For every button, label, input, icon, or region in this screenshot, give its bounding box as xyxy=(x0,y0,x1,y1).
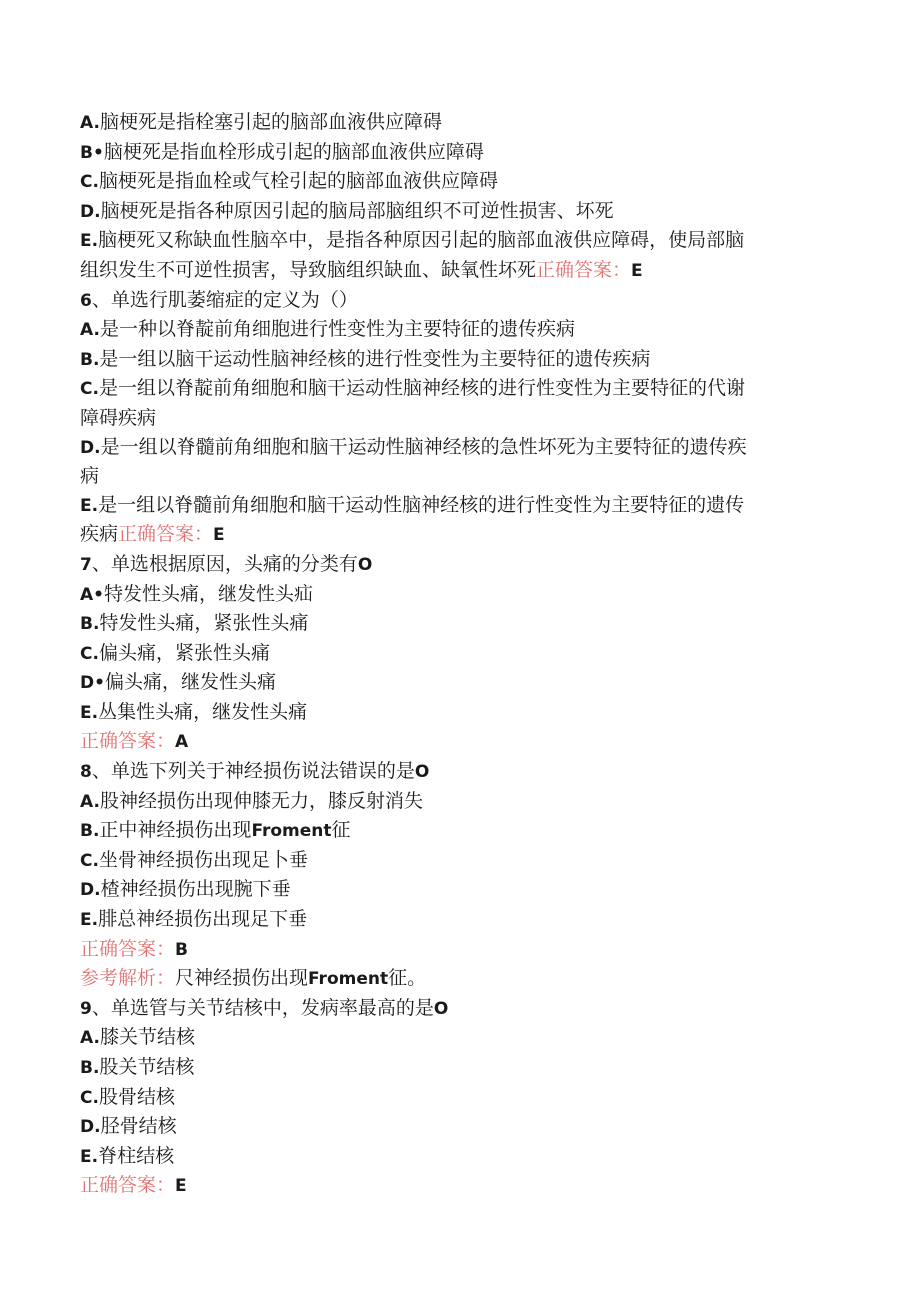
option-text: 是一组以脊髓前角细胞和脑干运动性脑神经核的急性坏死为主要特征的遗传疾 xyxy=(100,435,747,458)
q6-option-c-cont xyxy=(80,404,840,433)
option-letter: C. xyxy=(80,379,99,400)
q9-option-e xyxy=(80,1142,840,1172)
q8-explanation xyxy=(80,964,840,994)
option-letter: C. xyxy=(80,643,99,664)
option-text: 腓总神经损伤出现足下垂 xyxy=(98,908,308,931)
answer-value: E xyxy=(631,260,643,281)
q9-option-b xyxy=(80,1053,840,1083)
q9-option-d xyxy=(80,1112,840,1142)
answer-value: E xyxy=(213,525,225,546)
option-text: 脊柱结核 xyxy=(98,1144,175,1167)
option-text: 脑梗死是指各种原因引起的脑局部脑组织不可逆性损害、坏死 xyxy=(100,199,614,222)
option-text: 偏头痛，紧张性头痛 xyxy=(98,641,270,664)
option-text-bold: Froment xyxy=(251,821,332,842)
question-number: 6 xyxy=(80,290,92,311)
option-text: 是一组以脊靛前角细胞和脑干运动性脑神经核的进行性变性为主要特征的代谢 xyxy=(98,377,745,400)
option-letter: B. xyxy=(80,821,100,842)
option-text: 特发性头痛，继发性头疝 xyxy=(104,582,314,605)
option-text: 疾病 xyxy=(80,523,119,546)
q7-option-e xyxy=(80,698,840,728)
option-letter: B. xyxy=(80,1058,100,1078)
answer-label: 正确答案： xyxy=(80,730,176,753)
option-letter: E. xyxy=(80,495,99,516)
option-text: 偏头痛，继发性头痛 xyxy=(104,671,276,694)
option-text: 正中神经损伤出现 xyxy=(99,819,252,842)
option-text: 组织发生不可逆性损害，导致脑组织缺血、缺氧性坏死 xyxy=(80,258,537,281)
q6-option-e-cont xyxy=(80,520,840,550)
q8-option-b xyxy=(80,816,840,846)
q6-option-b xyxy=(80,345,840,375)
question-number: 7 xyxy=(80,554,92,575)
q9-answer xyxy=(80,1171,840,1201)
option-text: 是一组以脑干运动性脑神经核的进行性变性为主要特征的遗传疾病 xyxy=(99,347,651,370)
q8-answer xyxy=(80,935,840,965)
option-letter: C. xyxy=(80,850,99,871)
q6-option-d-cont xyxy=(80,462,840,491)
answer-label: 正确答案： xyxy=(80,937,176,960)
option-text: 是一组以脊髓前角细胞和脑干运动性脑神经核的进行性变性为主要特征的遗传 xyxy=(98,493,745,516)
q7-option-a xyxy=(80,580,840,610)
q5-option-c xyxy=(80,167,840,197)
question-text: 、单选下列关于神经损伤说法错误的是 xyxy=(91,760,415,783)
option-text: 坐骨神经损伤出现足卜垂 xyxy=(98,848,308,871)
question-text: 、单选行肌萎缩症的定义为（） xyxy=(91,288,358,311)
q8-option-c xyxy=(80,846,840,876)
option-text: 脑梗死又称缺血性脑卒中，是指各种原因引起的脑部血液供应障碍，使局部脑 xyxy=(98,229,745,252)
q9-option-c xyxy=(80,1083,840,1113)
option-letter: A. xyxy=(80,320,100,341)
answer-label: 正确答案： xyxy=(536,258,632,281)
explanation-text-bold: Froment xyxy=(308,969,389,990)
option-text: 征 xyxy=(331,819,351,842)
explanation-text: 尺神经损伤出现 xyxy=(175,967,309,990)
q6-stem xyxy=(80,286,840,316)
answer-label: 正确答案： xyxy=(118,523,214,546)
q5-option-d xyxy=(80,197,840,227)
question-text: 、单选管与关节结核中，发病率最高的是 xyxy=(91,996,434,1019)
option-text: 脑梗死是指栓塞引起的脑部血液供应障碍 xyxy=(99,111,442,133)
q9-stem xyxy=(80,994,840,1024)
option-letter: D• xyxy=(80,673,105,694)
option-letter: C. xyxy=(80,1087,99,1108)
q8-option-d xyxy=(80,875,840,905)
question-number: 8 xyxy=(80,762,92,783)
option-text: 股关节结核 xyxy=(99,1056,195,1078)
question-number: 9 xyxy=(80,998,92,1019)
answer-value: B xyxy=(175,939,188,960)
option-text: 膝关节结核 xyxy=(99,1026,195,1049)
question-tail: O xyxy=(357,554,373,575)
q7-answer xyxy=(80,727,840,757)
option-letter: A. xyxy=(80,113,100,133)
option-text: 病 xyxy=(80,465,100,488)
question-tail: O xyxy=(433,998,449,1019)
q7-stem xyxy=(80,550,840,580)
question-text: 、单选根据原因，头痛的分类有 xyxy=(91,552,358,575)
option-letter: E. xyxy=(80,1146,99,1167)
option-letter: D. xyxy=(80,1117,101,1138)
q5-option-b xyxy=(80,138,840,168)
option-text: 股骨结核 xyxy=(98,1085,175,1108)
option-letter: D. xyxy=(80,437,101,458)
option-letter: E. xyxy=(80,910,99,931)
q6-option-d xyxy=(80,433,840,463)
option-letter: B. xyxy=(80,614,100,635)
option-text: 脑梗死是指血栓形成引起的脑部血液供应障碍 xyxy=(103,140,484,163)
q9-option-a xyxy=(80,1023,840,1053)
option-letter: D. xyxy=(80,880,101,901)
option-letter: B. xyxy=(80,349,100,370)
q6-option-a xyxy=(80,315,840,345)
q5-option-e-cont xyxy=(80,256,840,286)
q5-option-a xyxy=(80,108,840,138)
option-text: 是一种以脊靛前角细胞进行性变性为主要特征的遗传疾病 xyxy=(99,318,575,341)
q7-option-d xyxy=(80,668,840,698)
option-text: 障碍疾病 xyxy=(80,406,157,429)
answer-value: A xyxy=(175,732,189,753)
document-page xyxy=(80,108,840,1201)
option-letter: B• xyxy=(80,142,104,163)
option-letter: E. xyxy=(80,231,99,252)
option-letter: E. xyxy=(80,702,99,723)
option-text: 特发性头痛，紧张性头痛 xyxy=(99,612,309,635)
option-text: 胫骨结核 xyxy=(100,1115,177,1138)
option-text: 丛集性头痛，继发性头痛 xyxy=(98,700,308,723)
option-text: 股神经损伤出现伸膝无力，膝反射消失 xyxy=(99,789,423,812)
q5-option-e xyxy=(80,226,840,256)
option-letter: D. xyxy=(80,201,101,222)
q8-option-a xyxy=(80,787,840,817)
option-letter: A• xyxy=(80,584,105,605)
option-text: 脑梗死是指血栓或气栓引起的脑部血液供应障碍 xyxy=(98,170,498,193)
q6-option-c xyxy=(80,374,840,404)
q8-stem xyxy=(80,757,840,787)
q6-option-e xyxy=(80,491,840,521)
q7-option-b xyxy=(80,609,840,639)
explanation-label: 参考解析： xyxy=(80,967,176,990)
answer-value: E xyxy=(175,1176,187,1197)
q7-option-c xyxy=(80,639,840,669)
option-letter: A. xyxy=(80,791,100,812)
option-text: 楂神经损伤出现腕下垂 xyxy=(100,878,291,901)
option-letter: A. xyxy=(80,1028,100,1049)
explanation-text: 征。 xyxy=(388,967,427,990)
q8-option-e xyxy=(80,905,840,935)
answer-label: 正确答案： xyxy=(80,1174,176,1197)
option-letter: C. xyxy=(80,172,99,193)
question-tail: O xyxy=(414,762,430,783)
